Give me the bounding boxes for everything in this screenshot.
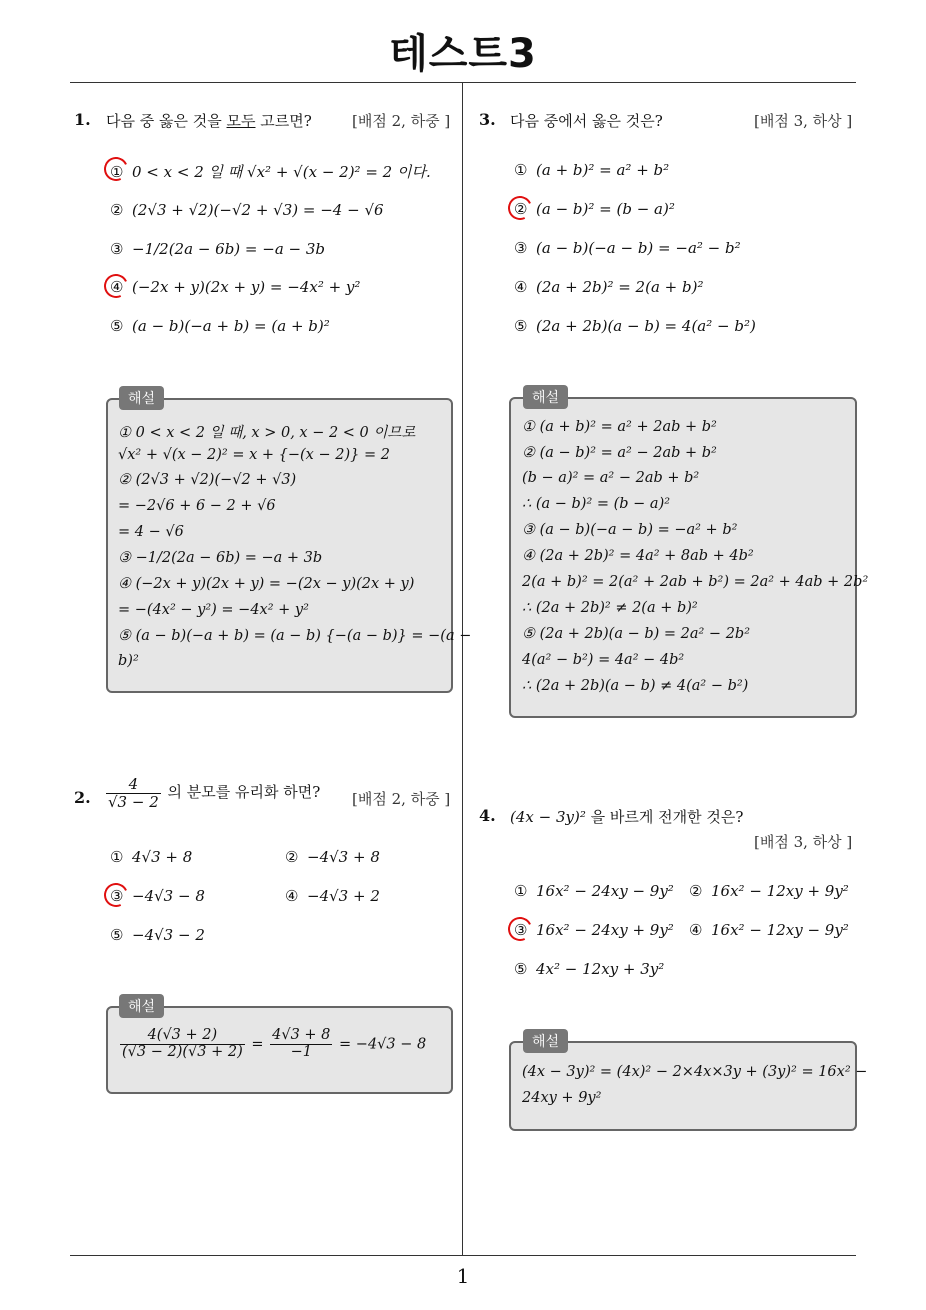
header-rule	[70, 82, 856, 83]
solution-line: = −(4x² − y²) = −4x² + y²	[118, 602, 309, 618]
option-5[interactable]: ⑤ (a − b)(−a + b) = (a + b)²	[110, 317, 330, 335]
option-3[interactable]: ③ −1/2(2a − 6b) = −a − 3b	[110, 240, 326, 258]
solution-line: ② (a − b)² = a² − 2ab + b²	[522, 445, 717, 461]
question-number: 1.	[74, 110, 91, 129]
solution-line: √x² + √(x − 2)² = x + {−(x − 2)} = 2	[118, 447, 390, 463]
solution-line: ④ (2a + 2b)² = 4a² + 8ab + 4b²	[522, 548, 754, 564]
page-number: 1	[456, 1264, 470, 1288]
option-2[interactable]: ② (2√3 + √2)(−√2 + √3) = −4 − √6	[110, 201, 384, 219]
solution-line: ① 0 < x < 2 일 때, x > 0, x − 2 < 0 이므로	[118, 425, 416, 441]
option-5[interactable]: ⑤ 4x² − 12xy + 3y²	[514, 960, 665, 978]
solution-line: (4x − 3y)² = (4x)² − 2×4x×3y + (3y)² = 16x² −	[522, 1064, 868, 1080]
solution-line: ② (2√3 + √2)(−√2 + √3)	[118, 472, 297, 488]
option-4[interactable]: ④ −4√3 + 2	[285, 887, 380, 905]
solution-line: = −2√6 + 6 − 2 + √6	[118, 498, 276, 514]
column-divider	[462, 83, 463, 1256]
question-number: 4.	[479, 806, 496, 825]
solution-line: ⑤ (a − b)(−a + b) = (a − b) {−(a − b)} = −(a −	[118, 628, 472, 644]
page-title: 테스트3	[389, 31, 537, 77]
solution-label: 해설	[523, 1029, 568, 1053]
solution-line: (b − a)² = a² − 2ab + b²	[522, 470, 700, 486]
option-4[interactable]: ④ (−2x + y)(2x + y) = −4x² + y²	[110, 278, 361, 296]
question-text: (4x − 3y)² 을 바르게 전개한 것은?	[510, 808, 744, 826]
solution-line: = 4 − √6	[118, 524, 184, 540]
option-2[interactable]: ② 16x² − 12xy + 9y²	[689, 882, 849, 900]
option-3[interactable]: ③ 16x² − 24xy + 9y²	[514, 921, 674, 939]
option-2[interactable]: ② (a − b)² = (b − a)²	[514, 200, 675, 218]
option-5[interactable]: ⑤ (2a + 2b)(a − b) = 4(a² − b²)	[514, 317, 756, 335]
footer-rule	[70, 1255, 856, 1256]
option-1[interactable]: ① 16x² − 24xy − 9y²	[514, 882, 674, 900]
solution-line: ∴ (2a + 2b)(a − b) ≠ 4(a² − b²)	[522, 678, 749, 694]
option-2[interactable]: ② −4√3 + 8	[285, 848, 380, 866]
question-number: 2.	[74, 788, 91, 807]
solution-line: b)²	[118, 653, 139, 669]
solution-line: ① (a + b)² = a² + 2ab + b²	[522, 419, 717, 435]
score-label: [배점 2, 하중 ]	[352, 790, 451, 808]
solution-box	[106, 398, 453, 693]
solution-line: ③ (a − b)(−a − b) = −a² + b²	[522, 522, 738, 538]
option-4[interactable]: ④ (2a + 2b)² = 2(a + b)²	[514, 278, 704, 296]
solution-label: 해설	[523, 385, 568, 409]
option-5[interactable]: ⑤ −4√3 − 2	[110, 926, 205, 944]
question-text: $\frac{4}{√3 - 2}$ 의 분모를 유리화 하면?	[108, 775, 321, 811]
score-label: [배점 2, 하중 ]	[352, 112, 451, 130]
solution-label: 해설	[119, 994, 164, 1018]
option-1[interactable]: ① 4√3 + 8	[110, 848, 193, 866]
solution-label: 해설	[119, 386, 164, 410]
solution-line: $\frac{4(√3 + 2)}{(√3 - 2)(√3 + 2)}$ = $\frac{4√3 + 8}{-1}$ = −4√3 − 8	[122, 1027, 427, 1060]
option-4[interactable]: ④ 16x² − 12xy − 9y²	[689, 921, 849, 939]
solution-line: 4(a² − b²) = 4a² − 4b²	[522, 652, 685, 668]
solution-line: 2(a + b)² = 2(a² + 2ab + b²) = 2a² + 4ab + 2b²	[522, 574, 869, 590]
question-text: 다음 중 옳은 것을 모두 고르면?	[106, 112, 312, 130]
solution-line: ④ (−2x + y)(2x + y) = −(2x − y)(2x + y)	[118, 576, 415, 592]
solution-line: 24xy + 9y²	[522, 1090, 602, 1106]
solution-box	[509, 1041, 857, 1131]
score-label: [배점 3, 하상 ]	[754, 833, 853, 851]
score-label: [배점 3, 하상 ]	[754, 112, 853, 130]
question-number: 3.	[479, 110, 496, 129]
option-1[interactable]: ① 0 < x < 2 일 때 √x² + √(x − 2)² = 2 이다.	[110, 163, 431, 181]
solution-line: ∴ (2a + 2b)² ≠ 2(a + b)²	[522, 600, 698, 616]
question-text: 다음 중에서 옳은 것은?	[510, 112, 663, 130]
option-3[interactable]: ③ (a − b)(−a − b) = −a² − b²	[514, 239, 741, 257]
solution-line: ⑤ (2a + 2b)(a − b) = 2a² − 2b²	[522, 626, 751, 642]
option-3[interactable]: ③ −4√3 − 8	[110, 887, 205, 905]
solution-line: ③ −1/2(2a − 6b) = −a + 3b	[118, 550, 323, 566]
option-1[interactable]: ① (a + b)² = a² + b²	[514, 161, 670, 179]
solution-line: ∴ (a − b)² = (b − a)²	[522, 496, 671, 512]
